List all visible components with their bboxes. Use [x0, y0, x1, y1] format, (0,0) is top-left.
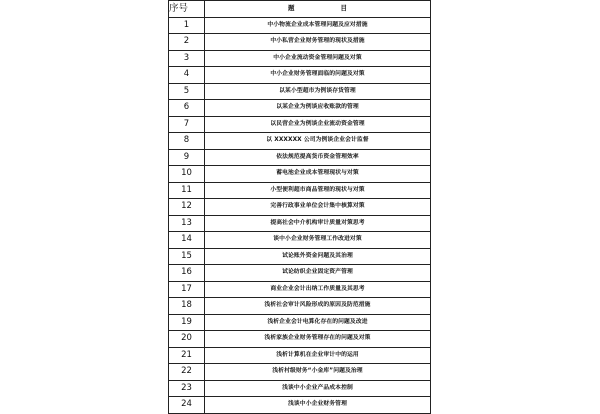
row-seq-number: 22 — [169, 364, 205, 381]
table-row — [169, 182, 431, 199]
row-topic-title: 以某小型超市为例谈存货管理 — [205, 83, 431, 100]
row-topic-title: 浅析企业会计电算化存在的问题及改进 — [205, 314, 431, 331]
table-row — [169, 281, 431, 298]
row-topic-title: 蓄电池企业成本管理现状与对策 — [205, 166, 431, 183]
row-topic-title: 中小企业财务管理面临的问题及对策 — [205, 67, 431, 84]
topic-rows — [169, 17, 431, 413]
table-row — [169, 248, 431, 265]
row-seq-number: 20 — [169, 331, 205, 348]
row-seq-number: 4 — [169, 67, 205, 84]
row-topic-title: 提高社会中介机构审计质量对策思考 — [205, 215, 431, 232]
table-row — [169, 67, 431, 84]
row-seq-number: 13 — [169, 215, 205, 232]
row-seq-number: 12 — [169, 199, 205, 216]
table-row — [169, 397, 431, 414]
table-row — [169, 34, 431, 51]
row-seq-number: 9 — [169, 149, 205, 166]
row-seq-number: 14 — [169, 232, 205, 249]
row-topic-title: 完善行政事业单位会计集中核算对策 — [205, 199, 431, 216]
table-row — [169, 331, 431, 348]
row-topic-title: 以民营企业为例谈企业流动资金管理 — [205, 116, 431, 133]
row-seq-number: 18 — [169, 298, 205, 315]
table-row — [169, 100, 431, 117]
seq-column-header: 序号 — [169, 1, 205, 18]
row-seq-number: 17 — [169, 281, 205, 298]
table-row — [169, 380, 431, 397]
table-row — [169, 298, 431, 315]
title-column-header — [205, 1, 431, 18]
table-row — [169, 265, 431, 282]
row-seq-number: 21 — [169, 347, 205, 364]
table-row — [169, 116, 431, 133]
topic-table — [168, 0, 431, 414]
row-topic-title: 浅析村级财务“小金库”问题及治理 — [205, 364, 431, 381]
row-seq-number: 23 — [169, 380, 205, 397]
row-seq-number: 7 — [169, 116, 205, 133]
row-seq-number: 1 — [169, 17, 205, 34]
row-topic-title: 中小私营企业财务管理的现状及措施 — [205, 34, 431, 51]
row-topic-title: 浅谈中小企业财务管理 — [205, 397, 431, 414]
row-topic-title: 以 XXXXXX 公司为例谈企业会计监督 — [205, 133, 431, 150]
row-seq-number: 15 — [169, 248, 205, 265]
row-seq-number: 2 — [169, 34, 205, 51]
table-row — [169, 149, 431, 166]
row-topic-title: 试论纺织企业固定资产管理 — [205, 265, 431, 282]
table-row — [169, 314, 431, 331]
row-seq-number: 10 — [169, 166, 205, 183]
row-seq-number: 11 — [169, 182, 205, 199]
row-topic-title: 浅析家族企业财务管理存在的问题及对策 — [205, 331, 431, 348]
row-topic-title: 依法规范提高货币资金管理效率 — [205, 149, 431, 166]
row-seq-number: 3 — [169, 50, 205, 67]
topic-list-sheet — [168, 0, 430, 410]
table-row — [169, 232, 431, 249]
row-topic-title: 浅析社会审计风险形成的原因及防范措施 — [205, 298, 431, 315]
table-row — [169, 199, 431, 216]
row-seq-number: 5 — [169, 83, 205, 100]
table-row — [169, 50, 431, 67]
row-topic-title: 小型便利超市商品管理的现状与对策 — [205, 182, 431, 199]
title-header-char-1: 题 — [288, 4, 295, 13]
row-topic-title: 谈中小企业财务管理工作改进对策 — [205, 232, 431, 249]
table-row — [169, 364, 431, 381]
row-topic-title: 浅谈中小企业产品成本控制 — [205, 380, 431, 397]
row-topic-title: 商业企业会计出纳工作质量及其思考 — [205, 281, 431, 298]
row-topic-title: 试论账外资金问题及其治理 — [205, 248, 431, 265]
row-seq-number: 24 — [169, 397, 205, 414]
table-row — [169, 133, 431, 150]
row-topic-title: 中小物流企业成本管理问题及应对措施 — [205, 17, 431, 34]
table-row — [169, 17, 431, 34]
table-row — [169, 347, 431, 364]
table-row — [169, 215, 431, 232]
row-seq-number: 19 — [169, 314, 205, 331]
row-topic-title: 以某企业为例谈应收账款的管理 — [205, 100, 431, 117]
table-header-row — [169, 1, 431, 18]
table-row — [169, 166, 431, 183]
title-header-char-2: 目 — [340, 4, 347, 13]
row-seq-number: 8 — [169, 133, 205, 150]
row-topic-title: 浅析计算机在企业审计中的运用 — [205, 347, 431, 364]
row-seq-number: 6 — [169, 100, 205, 117]
row-seq-number: 16 — [169, 265, 205, 282]
table-row — [169, 83, 431, 100]
row-topic-title: 中小企业流动资金管理问题及对策 — [205, 50, 431, 67]
